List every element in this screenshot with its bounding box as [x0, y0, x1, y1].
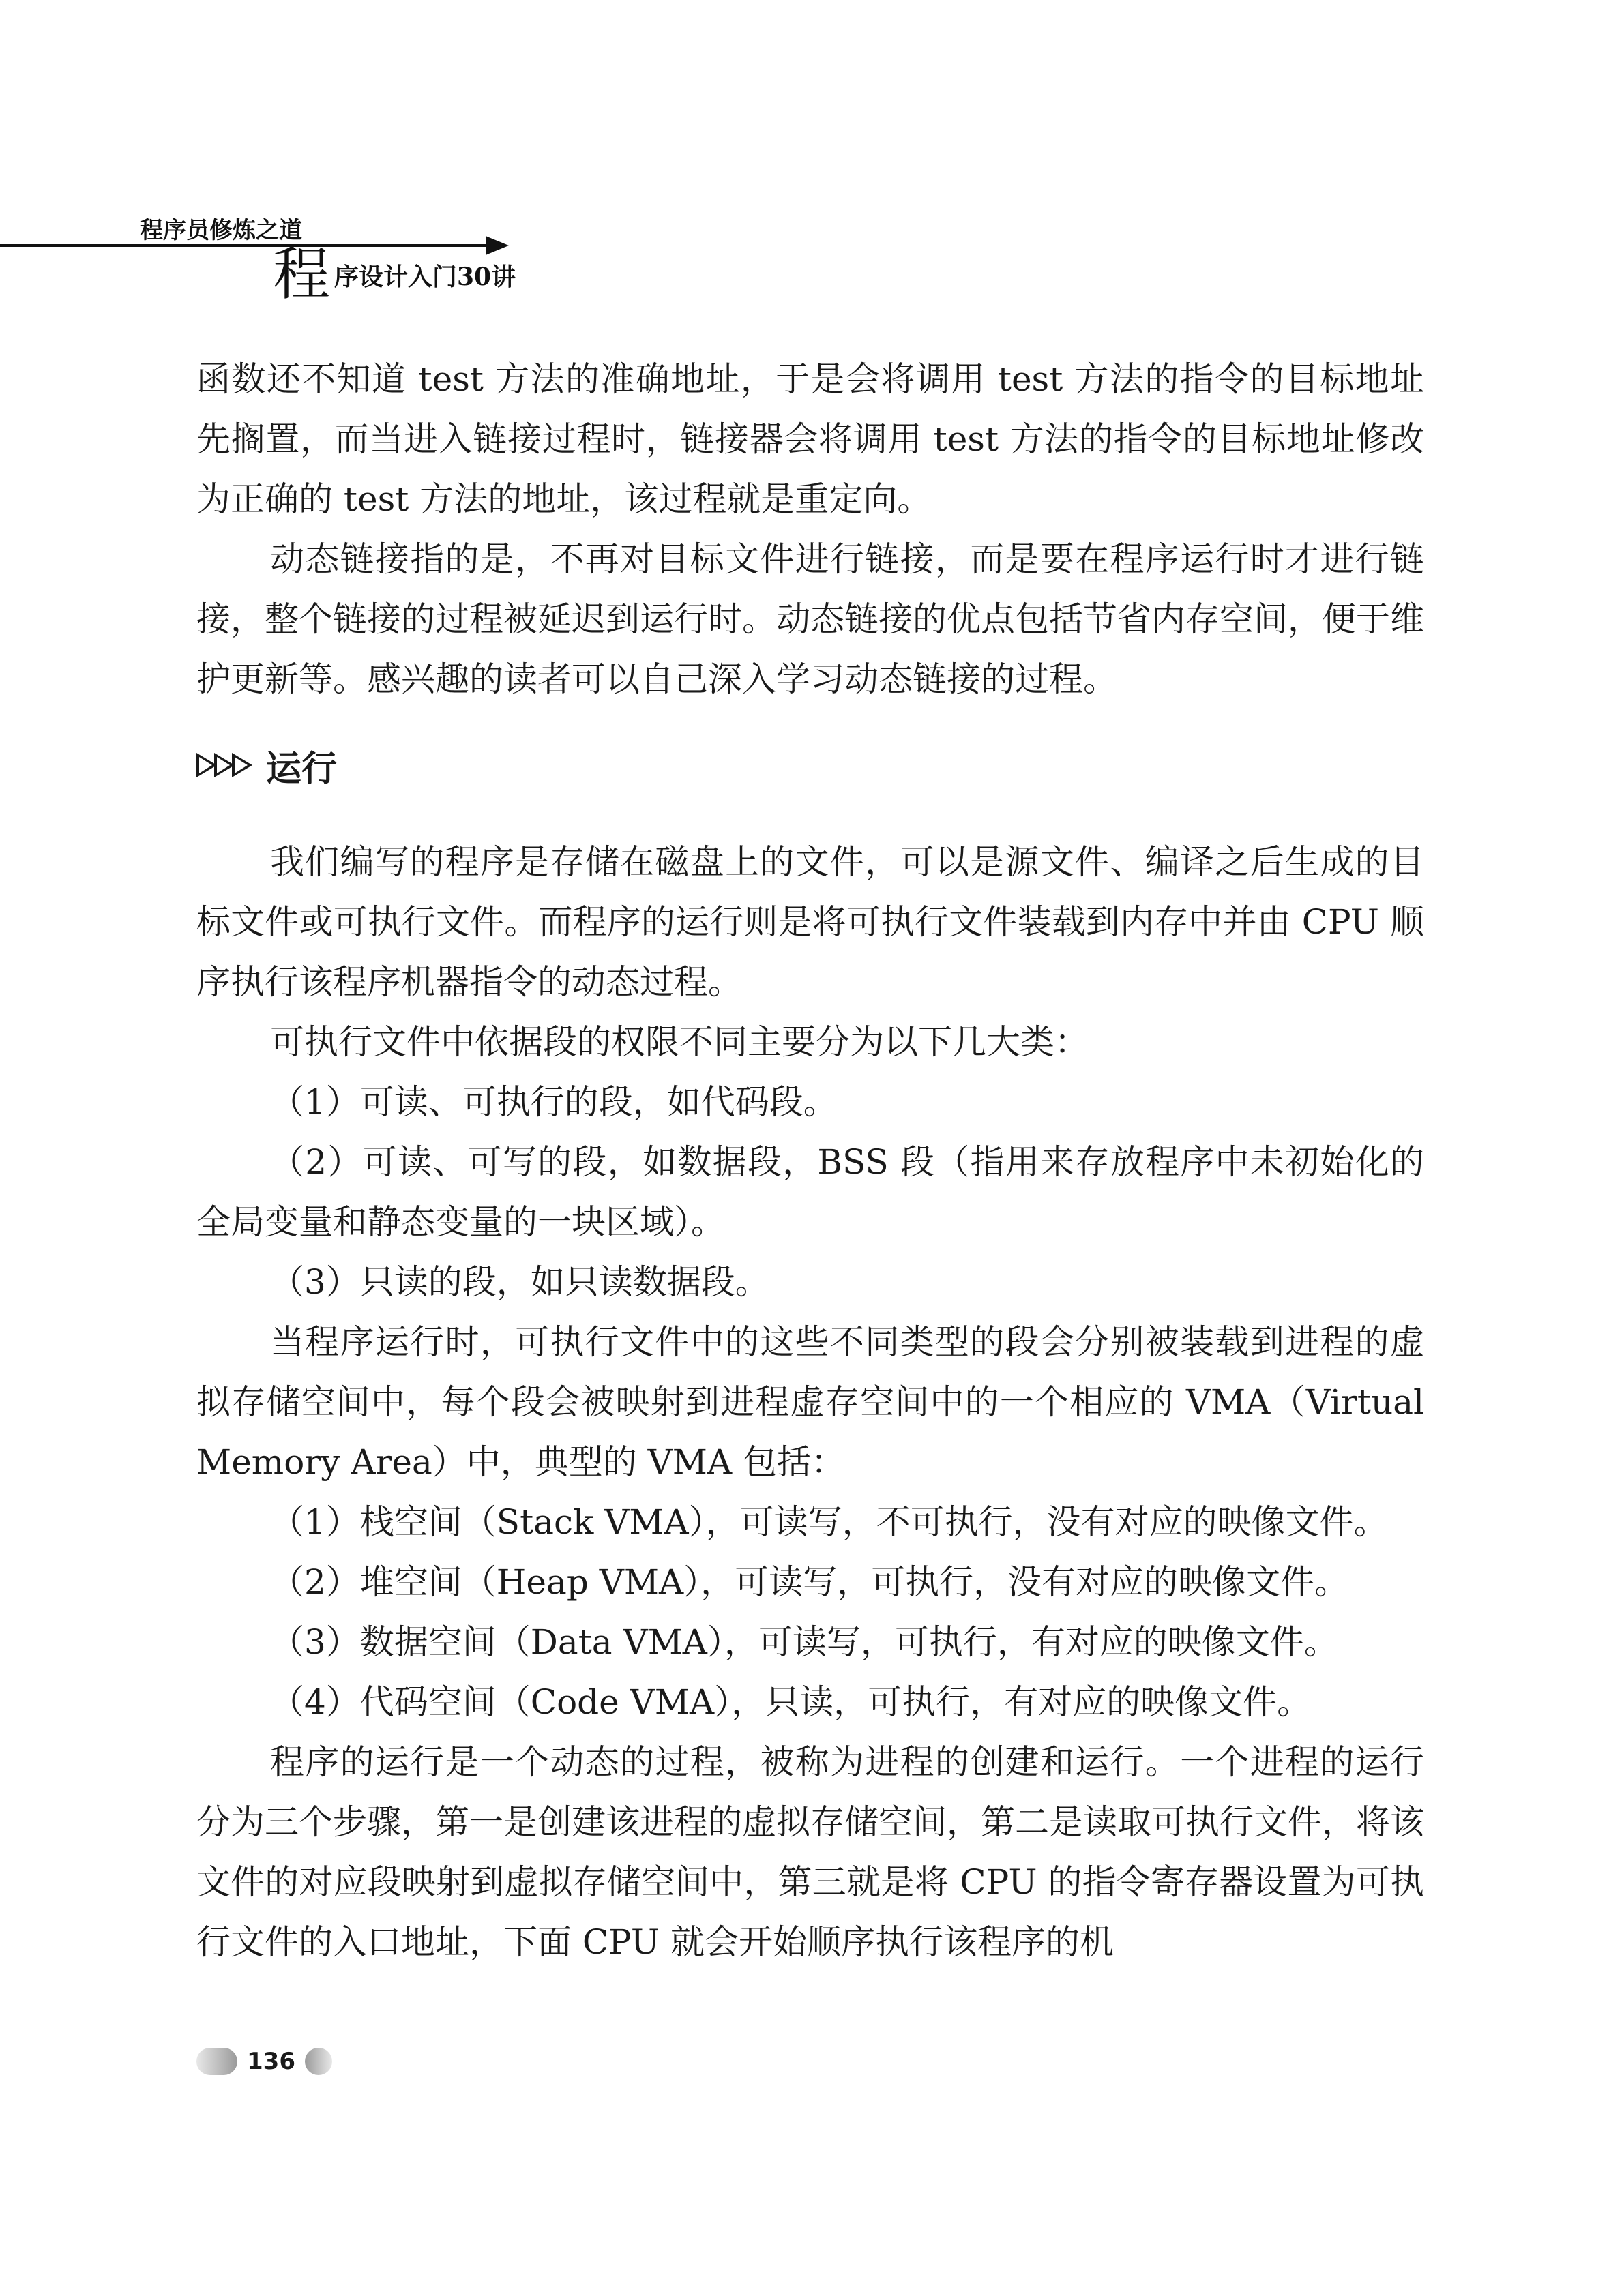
running-header [0, 205, 518, 307]
page-footer [196, 2044, 332, 2078]
paragraph: 动态链接指的是，不再对目标文件进行链接，而是要在程序运行时才进行链接，整个链接的过程被延迟到运行时。动态链接的优点包括节省内存空间，便于维护更新等。感兴趣的读者可以自己深入学习动态链接的过程。 [196, 539, 1424, 699]
intro-text [196, 349, 1424, 709]
paragraph: 当程序运行时，可执行文件中的这些不同类型的段会分别被装载到进程的虚拟存储空间中，每个段会被映射到进程虚存空间中的一个相应的 VMA（Virtual Memory Area）中，典型的 VMA 包括： [196, 1322, 1424, 1482]
list-item: （4）代码空间（Code VMA），只读，可执行，有对应的映像文件。 [270, 1682, 1312, 1722]
header-rule [0, 244, 488, 247]
section-title: 运行 [266, 748, 338, 790]
series-title: 程序员修炼之道 [140, 217, 302, 244]
footer-pill-right-icon [305, 2048, 332, 2075]
page-number: 136 [247, 2048, 295, 2075]
book-title-initial: 程 [273, 241, 331, 308]
footer-pill-left-icon [196, 2048, 237, 2075]
section-heading [196, 738, 337, 792]
paragraph: 我们编写的程序是存储在磁盘上的文件，可以是源文件、编译之后生成的目标文件或可执行文件。而程序的运行则是将可执行文件装载到内存中并由 CPU 顺序执行该程序机器指令的动态过程。 [196, 842, 1424, 1002]
paragraph: 函数还不知道 test 方法的准确地址，于是会将调用 test 方法的指令的目标地址先搁置，而当进入链接过程时，链接器会将调用 test 方法的指令的目标地址修改为正确的 test 方法的地址，该过程就是重定向。 [196, 359, 1424, 519]
triple-triangle-icon [196, 753, 250, 777]
list-item: （3）只读的段，如只读数据段。 [270, 1262, 769, 1302]
list-item: （1）栈空间（Stack VMA），可读写，不可执行，没有对应的映像文件。 [270, 1502, 1388, 1542]
paragraph: 程序的运行是一个动态的过程，被称为进程的创建和运行。一个进程的运行分为三个步骤，第一是创建该进程的虚拟存储空间，第二是读取可执行文件，将该文件的对应段映射到虚拟存储空间中，第三就是将 CPU 的指令寄存器设置为可执行文件的入口地址，下面 CPU 就会开始顺序执行该程序的机 [196, 1742, 1424, 1962]
book-title: 序设计入门30讲 [334, 263, 516, 291]
list-item: （2）堆空间（Heap VMA），可读写，可执行，没有对应的映像文件。 [270, 1562, 1349, 1602]
header-arrow-icon [486, 236, 509, 255]
list-item: （3）数据空间（Data VMA），可读写，可执行，有对应的映像文件。 [270, 1622, 1338, 1662]
list-item: （1）可读、可执行的段，如代码段。 [270, 1082, 838, 1122]
paragraph: 可执行文件中依据段的权限不同主要分为以下几大类： [270, 1022, 1089, 1062]
list-item: （2）可读、可写的段，如数据段，BSS 段（指用来存放程序中未初始化的全局变量和静态变量的一块区域）。 [196, 1142, 1424, 1242]
body-text [196, 832, 1424, 1972]
